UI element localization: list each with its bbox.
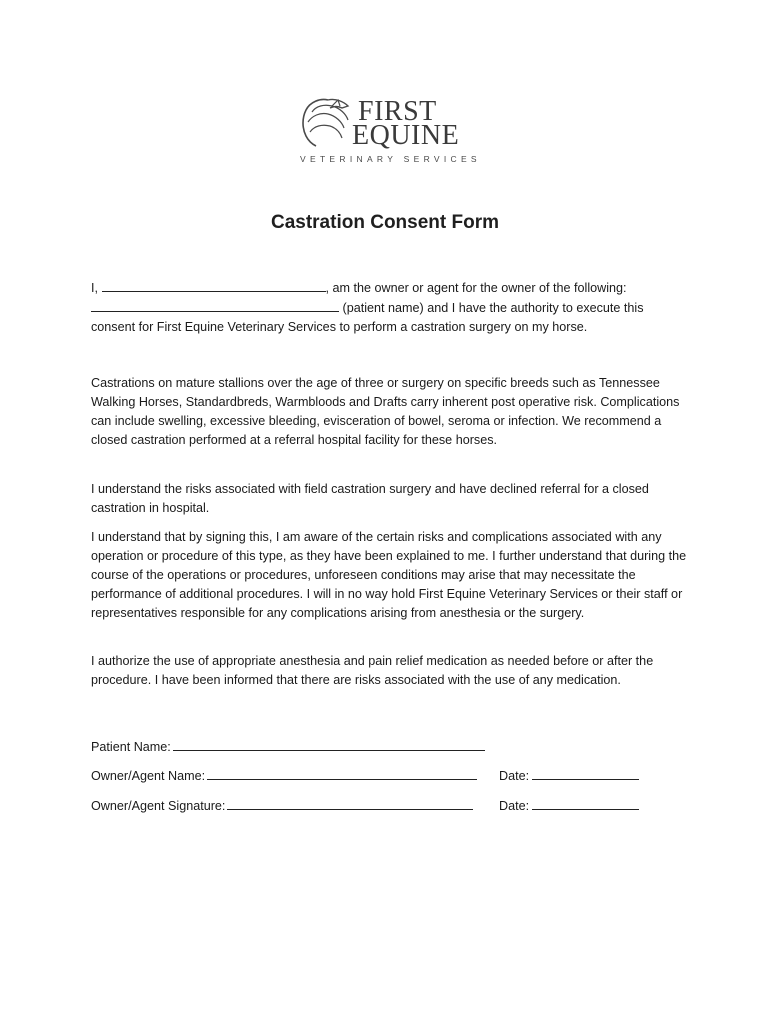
intro-text-1: , am the owner or agent for the owner of the following: [325, 281, 627, 295]
logo-subtitle: VETERINARY SERVICES [300, 154, 481, 164]
owner-name-field [91, 767, 477, 784]
patient-name-field [91, 738, 485, 755]
owner-name-blank[interactable] [102, 278, 326, 292]
patient-name-line[interactable] [173, 738, 485, 751]
form-title: Castration Consent Form [270, 212, 500, 233]
owner-name-line[interactable] [207, 767, 477, 780]
date-line-2[interactable] [532, 797, 639, 810]
referral-paragraph: I understand the risks associated with field castration surgery and have declined referral for a closed castration in hospital. [91, 482, 649, 515]
intro-prefix: I, [91, 281, 98, 295]
intro-text-2: (patient name) and I have the authority to execute this [339, 300, 644, 315]
date-line-1[interactable] [532, 767, 639, 780]
owner-name-label: Owner/Agent Name: [91, 769, 206, 783]
owner-signature-line[interactable] [227, 797, 473, 810]
horse-head-icon [298, 96, 354, 148]
intro-text-3: consent for First Equine Veterinary Services to perform a castration surgery on my horse. [91, 319, 588, 334]
anesthesia-paragraph: I authorize the use of appropriate anesthesia and pain relief medication as needed before or after the procedure. I have been informed that there are risks associated with the use of any medication. [91, 654, 654, 687]
risks-acknowledgement-paragraph: I understand that by signing this, I am aware of the certain risks and complications associated with any operation or procedure of this type, as they have been explained to me. I further understand that during the course of the operations or procedures, unforeseen conditions may arise that may necessitate the performance of additional procedures. I will in no way hold First Equine Veterinary Services or their staff or representatives responsible for any complications arising from anesthesia or the surgery. [91, 530, 687, 620]
owner-name-date-field [499, 767, 639, 784]
date-label-2: Date: [499, 799, 530, 813]
logo-text-first: FIRST [358, 96, 437, 127]
logo-text-equine: EQUINE [352, 120, 460, 151]
risk-paragraph: Castrations on mature stallions over the age of three or surgery on specific breeds such as Tennessee Walking Horses, Standardbreds, Warmbloods and Drafts carry inherent post operative risk. Complications can include swelling, excessive bleeding, evisceration of bowel, seroma or infection. We recommend a closed castration performed at a referral hospital facility for these horses. [91, 376, 680, 447]
date-label-1: Date: [499, 769, 530, 783]
owner-signature-field [91, 797, 473, 814]
owner-signature-date-field [499, 797, 639, 814]
intro-paragraph [91, 278, 691, 337]
owner-signature-label: Owner/Agent Signature: [91, 799, 226, 813]
first-equine-logo [298, 94, 481, 166]
patient-name-blank[interactable] [91, 298, 339, 312]
patient-name-label: Patient Name: [91, 740, 171, 754]
